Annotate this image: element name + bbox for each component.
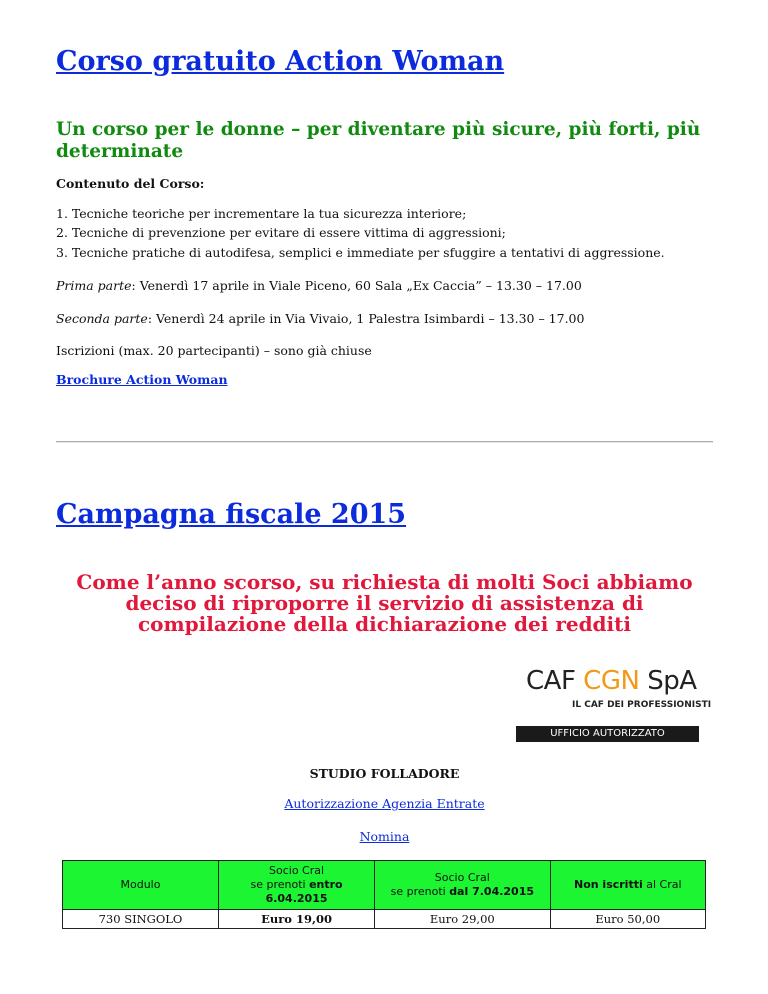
studio-name: STUDIO FOLLADORE [309, 766, 460, 781]
registration-note: Iscrizioni (max. 20 partecipanti) – sono già chiuse [56, 343, 372, 358]
part-two-text: : Venerdì 24 aprile in Via Vivaio, 1 Palestra Isimbardi – 13.30 – 17.00 [147, 311, 585, 326]
caf-cgn-logo [516, 660, 712, 742]
content-item-3: 3. Tecniche pratiche di autodifesa, semplici e immediate per sfuggire a tentativi di aggressione. [56, 245, 665, 260]
part-one-text: : Venerdì 17 aprile in Viale Piceno, 60 Sala „Ex Caccia” – 13.30 – 17.00 [131, 278, 582, 293]
brochure-link[interactable]: Brochure Action Woman [56, 372, 228, 387]
header-non-iscritti-bold: Non iscritti [574, 878, 643, 891]
header-dal [375, 861, 550, 910]
part-two-label: Seconda parte [56, 311, 148, 326]
logo-wordmark [526, 666, 697, 696]
header-dal-line2: se prenoti [390, 885, 450, 898]
header-dal-date: dal 7.04.2015 [449, 885, 535, 898]
header-entro [218, 861, 374, 910]
pricing-table [62, 860, 706, 929]
logo-spa: SpA [639, 666, 697, 696]
cell-modulo: 730 SINGOLO [63, 910, 219, 929]
cell-non-iscritti: Euro 50,00 [550, 910, 705, 929]
header-entro-date: entro 6.04.2015 [265, 878, 343, 905]
campaign-title-link[interactable]: Campagna fiscale 2015 [56, 499, 407, 530]
course-title-link[interactable]: Corso gratuito Action Woman [56, 46, 505, 77]
header-entro-line2: se prenoti [250, 878, 310, 891]
part-two [56, 308, 584, 329]
cell-entro: Euro 19,00 [218, 910, 374, 929]
cell-dal: Euro 29,00 [375, 910, 550, 929]
content-heading: Contenuto del Corso: [56, 176, 205, 191]
header-entro-line1: Socio Cral [269, 864, 325, 877]
campaign-headline: Come l’anno scorso, su richiesta di molti Soci abbiamo deciso di riproporre il servizio di assistenza di compilazione della dichiarazione dei redditi [76, 570, 693, 636]
logo-authorized-bar: UFFICIO AUTORIZZATO [516, 726, 699, 742]
authorization-link[interactable]: Autorizzazione Agenzia Entrate [284, 796, 485, 811]
content-item-1: 1. Tecniche teoriche per incrementare la tua sicurezza interiore; [56, 206, 467, 221]
section-divider [56, 441, 713, 443]
content-item-2: 2. Tecniche di prevenzione per evitare di essere vittima di aggressioni; [56, 225, 506, 240]
table-header-row [63, 861, 706, 910]
part-one-label: Prima parte [56, 278, 132, 293]
header-modulo: Modulo [63, 861, 219, 910]
auth-link-wrap [56, 796, 713, 811]
header-dal-line1: Socio Cral [434, 871, 490, 884]
header-non-iscritti-rest: al Cral [642, 878, 682, 891]
nomina-link[interactable]: Nomina [359, 829, 410, 844]
header-non-iscritti [550, 861, 705, 910]
table-row [63, 910, 706, 929]
logo-top [516, 660, 712, 726]
course-subtitle: Un corso per le donne – per diventare più sicure, più forti, più determinate [56, 119, 701, 162]
nomina-link-wrap [56, 829, 713, 844]
part-one [56, 275, 582, 296]
logo-cgn: CGN [583, 666, 640, 696]
logo-caf: CAF [526, 666, 584, 696]
logo-tagline: IL CAF DEI PROFESSIONISTI [572, 700, 712, 710]
